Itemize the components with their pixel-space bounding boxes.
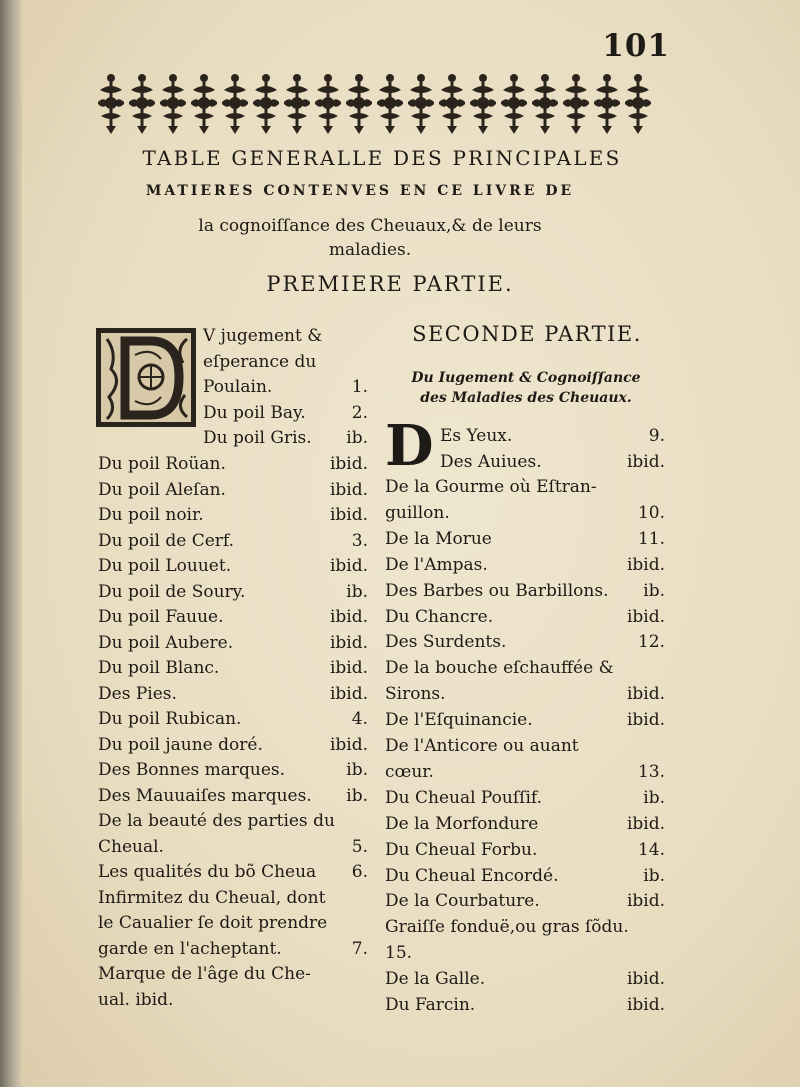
index-entry [385, 629, 665, 655]
entry-page-ref: ibid. [329, 505, 368, 525]
index-entry [385, 526, 665, 552]
entry-page-ref: ib. [643, 580, 665, 601]
entry-text: Du poil jaune doré. [98, 734, 263, 755]
index-entry [98, 987, 368, 1013]
index-entry [98, 885, 368, 911]
index-entry [203, 400, 368, 426]
index-entry [385, 888, 665, 914]
entry-page-ref: ibid. [626, 891, 665, 912]
index-entry [98, 757, 368, 783]
entry-page-ref: ibid. [329, 607, 368, 627]
entry-page-ref: ibid. [329, 632, 368, 653]
index-entry [440, 449, 665, 475]
entry-text: Du Cheual Encordé. [385, 865, 559, 886]
index-entry [203, 425, 368, 451]
entry-page-ref: ibid. [626, 684, 665, 705]
entry-page-ref: ibid. [329, 479, 368, 500]
index-entry [385, 655, 665, 681]
entry-text: Cheual. [98, 836, 164, 857]
index-entry [385, 914, 665, 940]
entry-page-ref: ib. [346, 428, 368, 448]
index-entry [385, 604, 665, 630]
entry-page-ref: 2. [351, 402, 368, 423]
entry-text: Des Barbes ou Barbillons. [385, 580, 609, 601]
entry-text: le Caualier ſe doit prendre [98, 913, 328, 933]
index-entry [98, 859, 368, 885]
entry-text: Du Chancre. [385, 606, 494, 627]
table-title: TABLE GENERALLE DES PRINCIPALES [142, 146, 622, 170]
entry-text: Infirmitez du Cheual, dont [98, 887, 326, 908]
entry-page-ref: ibid. [626, 995, 665, 1015]
entry-page-ref: ibid. [626, 969, 665, 990]
entry-page-ref: ib. [346, 785, 368, 806]
index-entry [98, 681, 368, 707]
index-entry [98, 936, 368, 962]
entry-text: De la bouche eſchauffée & [385, 658, 614, 679]
index-entry [98, 477, 368, 503]
entry-page-ref: 14. [637, 839, 665, 860]
entry-text: Des Auiues. [440, 451, 542, 472]
entry-page-ref: ibid. [329, 556, 368, 576]
entry-text: Du Cheual Forbu. [385, 839, 538, 860]
index-entry [385, 992, 665, 1018]
description-line-2: maladies. [328, 240, 412, 260]
index-entry [385, 578, 665, 604]
entry-text: Du Farcin. [385, 995, 476, 1015]
entry-text: Du poil Rubican. [98, 709, 242, 729]
entry-text: De la beauté des parties du [98, 811, 335, 831]
part-two-heading: SECONDE PARTIE. [412, 322, 642, 346]
drop-cap-d: D [385, 413, 434, 479]
entry-page-ref: 13. [637, 761, 665, 782]
entry-text: Des Pies. [98, 683, 177, 704]
entry-text: Du poil Gris. [203, 428, 312, 448]
entry-page-ref: ibid. [626, 606, 665, 627]
entry-text: Du poil Bay. [203, 402, 306, 423]
index-entry [98, 528, 368, 554]
entry-text: Du poil Fauue. [98, 607, 224, 627]
index-entry [385, 966, 665, 992]
index-entry [385, 837, 665, 863]
entry-text: De la Morfondure [385, 813, 539, 834]
entry-text: De la Gourme où Eſtran- [385, 477, 597, 497]
entry-page-ref: ib. [643, 865, 665, 886]
entry-text: Du poil Roüan. [98, 454, 226, 474]
index-entry [203, 323, 368, 349]
index-entry [385, 707, 665, 733]
entry-text: Du poil Blanc. [98, 658, 220, 678]
entry-text: De la Galle. [385, 969, 486, 990]
part-one-heading: PREMIERE PARTIE. [266, 272, 514, 296]
entry-text: eſperance du [203, 351, 317, 372]
entry-page-ref: 12. [637, 632, 665, 653]
entry-text: ual. ibid. [98, 989, 174, 1010]
entry-text: Des Mauuaiſes marques. [98, 785, 312, 806]
entry-text: cœur. [385, 761, 434, 782]
index-entry [98, 961, 368, 987]
index-entry [98, 553, 368, 579]
index-entry [385, 500, 665, 526]
index-entry [98, 834, 368, 860]
decorated-initial-d [95, 327, 197, 428]
entry-page-ref: ib. [346, 760, 368, 780]
entry-text: De la Courbature. [385, 891, 540, 912]
index-entry [440, 423, 665, 449]
entry-text: Du poil Aleſan. [98, 479, 226, 500]
table-description [130, 214, 610, 262]
entry-text: Sirons. [385, 684, 446, 705]
index-entry [98, 910, 368, 936]
index-entry [385, 552, 665, 578]
subtitle-line-1: Du Iugement & Cognoiſſance [411, 370, 641, 386]
index-entry [385, 681, 665, 707]
entry-text: Du poil de Soury. [98, 581, 246, 602]
entry-page-ref: 6. [351, 862, 368, 882]
entry-page-ref: ibid. [626, 451, 665, 472]
entry-page-ref: 10. [637, 502, 665, 523]
entry-text: Du poil de Cerf. [98, 530, 235, 551]
index-entry [385, 474, 665, 500]
page-number: 101 [602, 28, 670, 64]
entry-text: garde en l'acheptant. [98, 938, 282, 959]
entry-page-ref: 3. [351, 530, 368, 551]
part-two-subtitle [384, 368, 668, 408]
entry-text: Es Yeux. [440, 426, 513, 446]
entry-text: De l'Ampas. [385, 554, 488, 575]
entry-page-ref: ib. [346, 581, 368, 602]
entry-text: De l'Anticore ou auant [385, 736, 579, 756]
index-entry [98, 783, 368, 809]
index-entry [98, 502, 368, 528]
entry-text: Les qualités du bõ Cheua [98, 862, 317, 882]
entry-text: De l'Eſquinancie. [385, 710, 533, 731]
index-entry [385, 733, 665, 759]
index-entry [98, 808, 368, 834]
index-entry [203, 374, 368, 400]
entry-page-ref: 7. [351, 938, 368, 959]
entry-text: guillon. [385, 502, 450, 523]
index-entry [385, 811, 665, 837]
entry-page-ref: 11. [637, 528, 665, 549]
index-entry [98, 732, 368, 758]
index-entry [98, 706, 368, 732]
entry-text: Marque de l'âge du Che- [98, 964, 311, 984]
entry-text: Des Bonnes marques. [98, 760, 286, 780]
entry-page-ref: 4. [351, 709, 368, 729]
index-entry [98, 579, 368, 605]
binding-edge [0, 0, 22, 1087]
entry-page-ref: ibid. [626, 554, 665, 575]
index-entry [98, 451, 368, 477]
entry-text: Graiſſe fonduë,ou gras ſõdu. [385, 917, 629, 938]
table-subtitle: MATIERES CONTENVES EN CE LIVRE DE [145, 183, 575, 199]
entry-text: 15. [385, 943, 413, 964]
entry-page-ref: ibid. [329, 658, 368, 678]
entry-text: Des Surdents. [385, 632, 507, 653]
entry-text: De la Morue [385, 528, 492, 549]
entry-text: Du poil Louuet. [98, 556, 232, 576]
entry-text: Poulain. [203, 377, 273, 397]
entry-page-ref: ibid. [329, 683, 368, 704]
index-entry [98, 630, 368, 656]
index-entry [385, 863, 665, 889]
index-entry [98, 655, 368, 681]
entry-text: V jugement & [203, 326, 323, 346]
entry-page-ref: 1. [351, 377, 368, 397]
index-entry [385, 785, 665, 811]
description-line-1: la cognoiſſance des Cheuaux,& de leurs [198, 216, 542, 236]
entry-page-ref: ibid. [329, 734, 368, 755]
entry-text: Du poil noir. [98, 505, 204, 525]
index-entry [385, 940, 665, 966]
entry-page-ref: ibid. [626, 813, 665, 834]
fleuron-ornament-band [96, 72, 661, 134]
index-entry [385, 759, 665, 785]
entry-page-ref: 9. [648, 426, 665, 446]
index-entry [203, 349, 368, 375]
subtitle-line-2: des Maladies des Cheuaux. [420, 390, 632, 406]
index-entry [98, 604, 368, 630]
entry-text: Du poil Aubere. [98, 632, 234, 653]
entry-page-ref: ibid. [329, 454, 368, 474]
entry-text: Du Cheual Pouſſif. [385, 787, 542, 808]
entry-page-ref: 5. [351, 836, 368, 857]
entry-page-ref: ibid. [626, 710, 665, 731]
entry-page-ref: ib. [643, 787, 665, 808]
